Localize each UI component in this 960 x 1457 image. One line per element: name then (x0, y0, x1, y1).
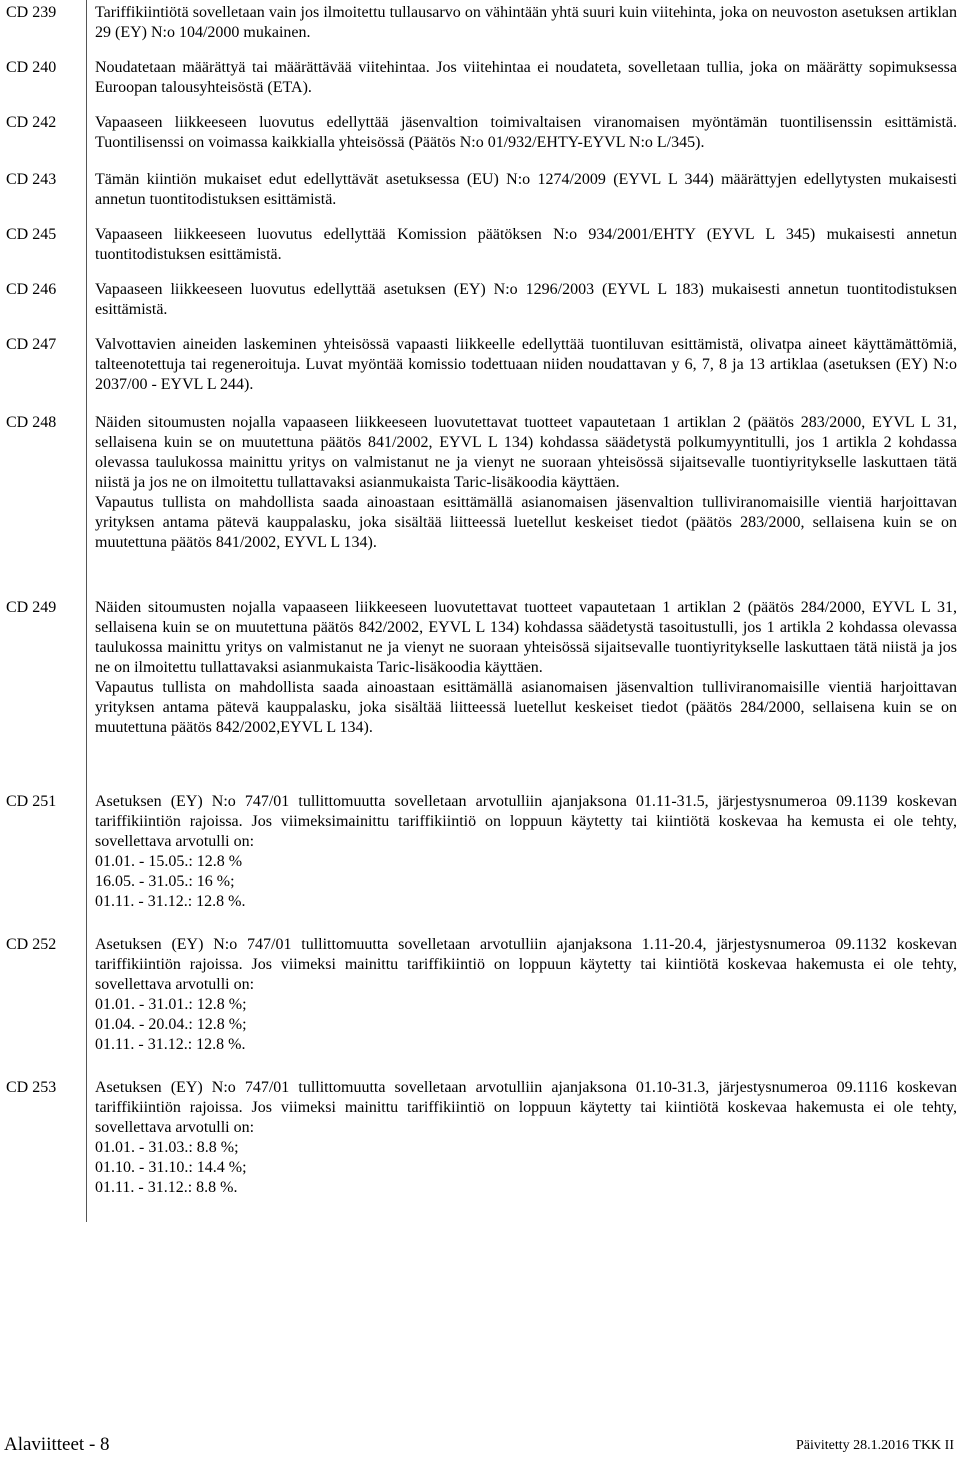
rate-line: 01.11. - 31.12.: 12.8 %. (95, 893, 246, 910)
footnote-paragraph: Vapaaseen liikkeeseen luovutus edellyttää Komission päätöksen N:o 934/2001/EHTY (EYVL L 345) mukaisesti annetun tuontitodistuksen esittämistä. (95, 226, 957, 263)
footnote-paragraph: Valvottavien aineiden laskeminen yhteisössä vapaasti liikkeelle edellyttää tuontiluvan esittämistä, olivatpa aineet käyttämättömiä, talteenotettuja tai regeneroituja. Luvat myöntää komissio todettuaan niiden noudattavan y 6, 7, 8 ja 13 artiklaa (asetuksen (EY) N:o 2037/00 - EYVL L 244). (95, 336, 957, 393)
rate-line: 01.11. - 31.12.: 8.8 %. (95, 1179, 238, 1196)
footnote-text (95, 1078, 957, 1198)
footnote-text (95, 225, 957, 265)
footnote-text (95, 935, 957, 1055)
footnote-code: CD 248 (6, 414, 57, 431)
footnote-paragraph: Noudatetaan määrättyä tai määrättävää viitehintaa. Jos viitehintaa ei noudateta, sovelletaan tullia, joka on määrätty sopimuksessa Euroopan talousyhteisöstä (ETA). (95, 59, 957, 96)
footnote-text (95, 170, 957, 210)
footnote-paragraph: Asetuksen (EY) N:o 747/01 tullittomuutta sovelletaan arvotulliin ajanjaksona 1.11-20.4, järjestysnumeroa 09.1132 koskevan tariffikiintiön rajoissa. Jos viimeksi mainittu tariffikiintiö on loppuun käytetty tai kiintiötä koskevaa hakemusta ei ole tehty, sovellettava arvotulli on: (95, 936, 957, 993)
footnote-code: CD 240 (6, 59, 57, 76)
rate-line: 01.01. - 15.05.: 12.8 % (95, 853, 243, 870)
footnote-paragraph: Asetuksen (EY) N:o 747/01 tullittomuutta sovelletaan arvotulliin ajanjaksona 01.10-31.3, järjestysnumeroa 09.1116 koskevan tariffikiintiön rajoissa. Jos viimeksi mainittu tariffikiintiö on loppuun käytetty tai kiintiötä koskevaa hakemusta ei ole tehty, sovellettava arvotulli on: (95, 1079, 957, 1136)
column-divider (86, 0, 87, 1222)
footnote-code: CD 245 (6, 226, 57, 243)
footnote-paragraph: Vapaaseen liikkeeseen luovutus edellyttää asetuksen (EY) N:o 1296/2003 (EYVL L 183) mukaisesti annetun tuontitodistuksen esittämistä. (95, 281, 957, 318)
rate-line: 01.10. - 31.10.: 14.4 %; (95, 1159, 247, 1176)
footnote-paragraph: Asetuksen (EY) N:o 747/01 tullittomuutta sovelletaan arvotulliin ajanjaksona 01.11-31.5, järjestysnumeroa 09.1139 koskevan tariffikiintiön rajoissa. Jos viimeksimainittu tariffikiintiö on loppuun käytetty tai kiintiötä koskevaa ha kemusta ei ole tehty, sovellettava arvotulli on: (95, 793, 957, 850)
rate-line: 01.01. - 31.01.: 12.8 %; (95, 996, 247, 1013)
footnote-text (95, 58, 957, 98)
footnote-paragraph: Tariffikiintiötä sovelletaan vain jos ilmoitettu tullausarvo on vähintään yhtä suuri kuin viitehinta, joka on neuvoston asetuksen artiklan 29 (EY) N:o 104/2000 mukainen. (95, 4, 957, 41)
footnote-code: CD 246 (6, 281, 57, 298)
footnote-code: CD 247 (6, 336, 57, 353)
updated-date: Päivitetty 28.1.2016 TKK II (795, 1438, 954, 1453)
footnote-code: CD 242 (6, 114, 57, 131)
footnote-code: CD 253 (6, 1079, 57, 1096)
footnote-code: CD 249 (6, 599, 57, 616)
footnote-text (95, 598, 957, 738)
footnote-paragraph: Vapaaseen liikkeeseen luovutus edellyttää jäsenvaltion toimivaltaisen viranomaisen myöntämän tuontilisenssin esittämistä. Tuontilisenssi on voimassa kaikkialla yhteisössä (Päätös N:o 01/932/EHTY-EYVL N:o L/345). (95, 114, 957, 151)
rate-line: 01.11. - 31.12.: 12.8 %. (95, 1036, 246, 1053)
footnote-paragraph: Näiden sitoumusten nojalla vapaaseen liikkeeseen luovutettavat tuotteet vapautetaan 1 artiklan 2 (päätös 284/2000, EYVL L 31, sellaisena kuin se on muutettuna päätös 842/2002, EYVL L 134) kohdassa säädetystä tasoitustulli, jos 1 artikla 2 kohdassa olevassa taulukossa mainittu yritys on valmistanut ne ja vienyt ne suoraan yhteisössä sijaitsevalle tuontiyritykselle laskuttaen tätä niistä ja jos ne on ilmoitettu tullattavaksi asianmukaista Taric-lisäkoodia käyttäen. (95, 599, 957, 676)
footnote-text (95, 335, 957, 395)
footnote-paragraph: Vapautus tullista on mahdollista saada ainoastaan esittämällä asianomaisen jäsenvaltion tulliviranomaisille vientiä harjoittavan yrityksen antama pätevä kauppalasku, joka sisältää liitteessä luetellut keskeiset tiedot (päätös 284/2000, sellaisena kuin se on muutettuna päätös 842/2002,EYVL L 134). (95, 679, 957, 736)
footnote-paragraph: Vapautus tullista on mahdollista saada ainoastaan esittämällä asianomaisen jäsenvaltion tulliviranomaisille vientiä harjoittavan yrityksen antama pätevä kauppalasku, joka sisältää liitteessä luetellut keskeiset tiedot (päätös 283/2000, sellaisena kuin se on muutettuna päätös 841/2002, EYVL L 134). (95, 494, 957, 551)
footnote-text (95, 280, 957, 320)
footnote-code: CD 239 (6, 4, 57, 21)
footnote-code: CD 251 (6, 793, 57, 810)
footnote-paragraph: Tämän kiintiön mukaiset edut edellyttävät asetuksessa (EU) N:o 1274/2009 (EYVL L 344) määrättyjen edellytysten mukaisesti annetun tuontitodistuksen esittämistä. (95, 171, 957, 208)
page-footer-label: Alaviitteet - 8 (4, 1434, 110, 1455)
rate-line: 16.05. - 31.05.: 16 %; (95, 873, 235, 890)
rate-line: 01.04. - 20.04.: 12.8 %; (95, 1016, 247, 1033)
footnote-paragraph: Näiden sitoumusten nojalla vapaaseen liikkeeseen luovutettavat tuotteet vapautetaan 1 artiklan 2 (päätös 283/2000, EYVL L 31, sellaisena kuin se on muutettuna päätös 841/2002, EYVL L 134) kohdassa säädetystä polkumyyntitulli, jos 1 artikla 2 kohdassa olevassa taulukossa mainittu yritys on valmistanut ne ja vienyt ne suoraan yhteisössä sijaitsevalle tuontiyritykselle laskuttaen tätä niistä ja jos ne on ilmoitettu tullattavaksi asianmukaista Taric-lisäkoodia käyttäen. (95, 414, 957, 491)
footnote-code: CD 243 (6, 171, 57, 188)
footnote-text (95, 113, 957, 153)
footnote-text (95, 413, 957, 553)
footnote-text (95, 3, 957, 43)
rate-line: 01.01. - 31.03.: 8.8 %; (95, 1139, 239, 1156)
footnote-code: CD 252 (6, 936, 57, 953)
footnote-text (95, 792, 957, 912)
